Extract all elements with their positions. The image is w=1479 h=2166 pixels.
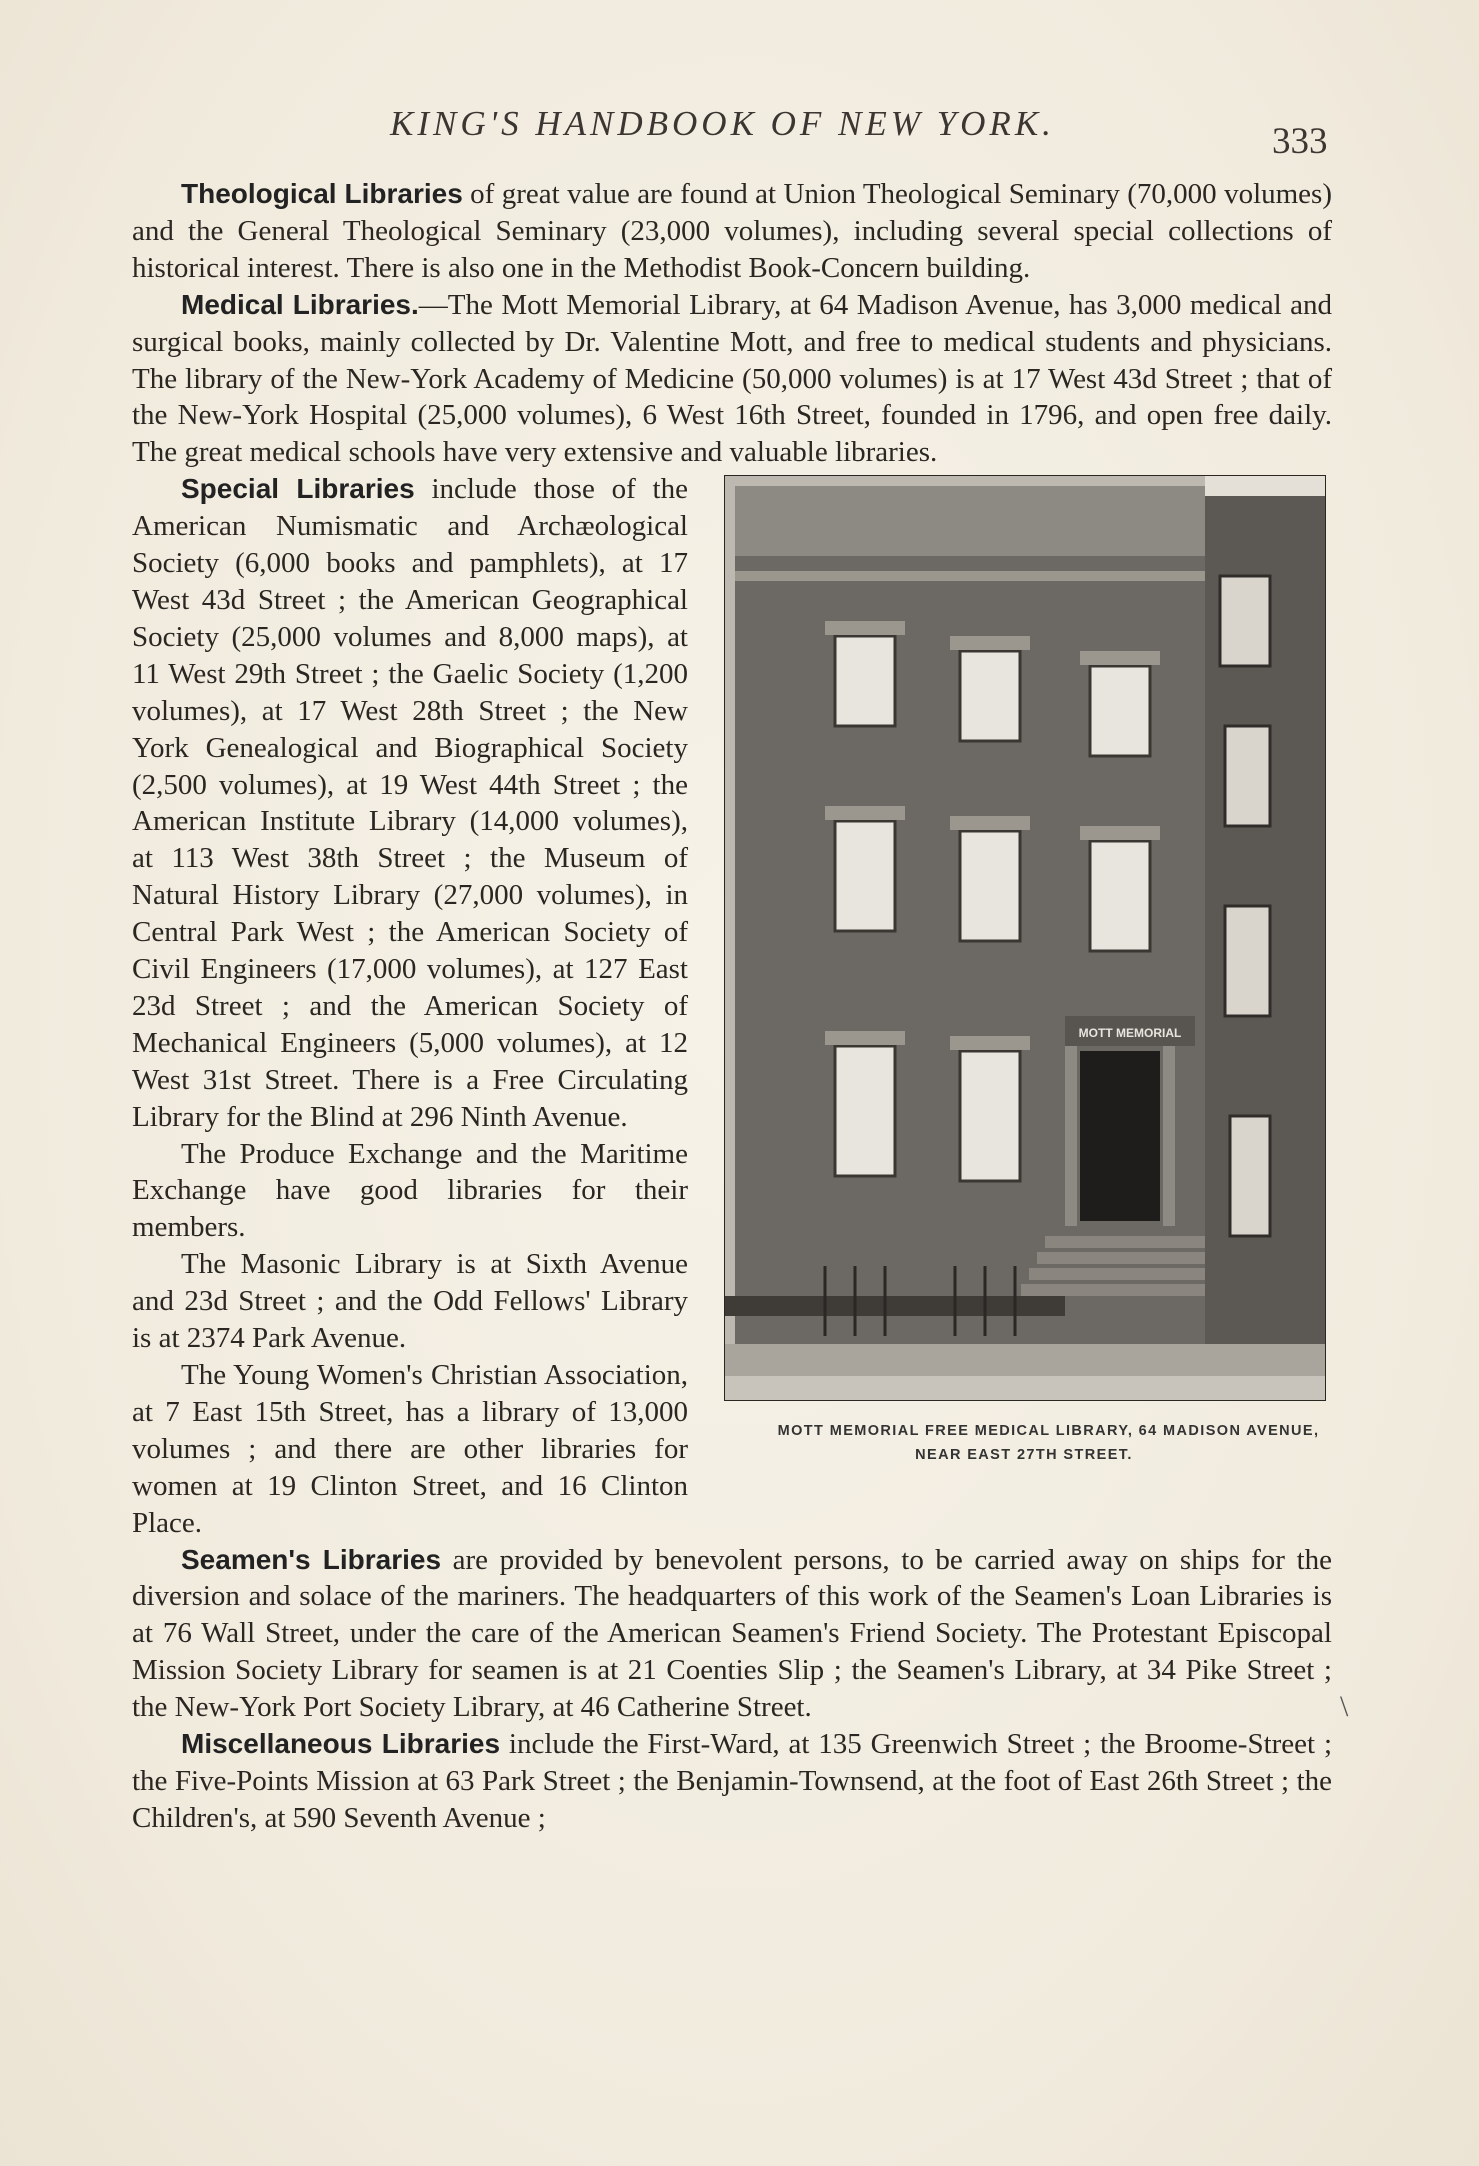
body-text bbox=[132, 176, 1332, 1837]
heading-miscellaneous: Miscellaneous Libraries bbox=[181, 1728, 501, 1760]
paragraph-text: include the First-Ward, at 135 Greenwich Street ; the Broome-Street ; the Five-Points Mission at 63 Park Street ; the Benjamin-Townsend, at the foot of East 26th Street ; the Children's, at 590 Seventh Avenue ; bbox=[132, 1728, 1333, 1834]
paragraph-medical bbox=[132, 287, 1332, 472]
heading-special: Special Libraries bbox=[181, 473, 415, 505]
figure-caption: MOTT MEMORIAL FREE MEDICAL LIBRARY, 64 MADISON AVENUE, NEAR EAST 27TH STREET. bbox=[777, 1423, 1320, 1464]
building-illustration bbox=[725, 476, 1325, 1400]
margin-mark: \ bbox=[1340, 1690, 1349, 1723]
paragraph-text: —The Mott Memorial Library, at 64 Madison Avenue, has 3,000 medical and surgical books, mainly collected by Dr. Valentine Mott, and free to medical students and physicians. The library of the New-York Academy of Medicine (50,000 volumes) is at 17 West 43d Street ; that of the New-York Hospital (25,000 volumes), 6 West 16th Street, founded in 1796, and open free daily. The great medical schools have very extensive and valuable libraries. bbox=[132, 288, 1332, 469]
paragraph-ywca: The Young Women's Christian Association, at 7 East 15th Street, has a library of 13,000 volumes ; and there are other libraries for women at 19 Clinton Street, and 16 Clinton Place. bbox=[132, 1359, 688, 1539]
paragraph-text: are provided by benevolent persons, to be carried away on ships for the diversion and solace of the mariners. The headquarters of this work of the Seamen's Loan Libraries is at 76 Wall Street, under the care of the American Seamen's Friend Society. The Protestant Episcopal Mission Society Library for seamen is at 21 Coenties Slip ; the Seamen's Library, at 34 Pike Street ; the New-York Port Society Library, at 46 Catherine Street. bbox=[132, 1543, 1332, 1724]
paragraph-exchanges: The Produce Exchange and the Maritime Exchange have good libraries for their members. bbox=[132, 1137, 688, 1244]
paragraph-theological bbox=[132, 176, 1332, 287]
door-sign-text: MOTT MEMORIAL bbox=[1078, 1026, 1182, 1041]
paragraph-miscellaneous bbox=[132, 1726, 1332, 1837]
paragraph-masonic: The Masonic Library is at Sixth Avenue and 23d Street ; and the Odd Fellows' Library is at 2374 Park Avenue. bbox=[132, 1248, 688, 1355]
page-number: 333 bbox=[1272, 121, 1328, 162]
building-photo bbox=[724, 475, 1326, 1401]
heading-theological: Theological Libraries bbox=[181, 178, 463, 209]
paragraph-text: include those of the American Numismatic and Archæological Society (6,000 books and pamphlets), at 17 West 43d Street ; the American Geographical Society (25,000 volumes and 8,000 maps), at 11 West 29th Street ; the Gaelic Society (1,200 volumes), at 17 West 28th Street ; the New York Genealogical and Biographical Society (2,500 volumes), at 19 West 44th Street ; the American Institute Library (14,000 volumes), at 113 West 38th Street ; the Museum of Natural History Library (27,000 volumes), in Central Park West ; the American Society of Civil Engineers (17,000 volumes), at 127 East 23d Street ; and the American Society of Mechanical Engineers (5,000 volumes), at 12 West 31st Street. There is a Free Circulating Library for the Blind at 296 Ninth Avenue. bbox=[132, 473, 688, 1133]
figure-block bbox=[716, 475, 1332, 1515]
heading-medical: Medical Libraries. bbox=[181, 288, 419, 320]
paragraph-seamen bbox=[132, 1542, 1332, 1727]
paragraph-text: of great value are found at Union Theological Seminary (70,000 volumes) and the General Theological Seminary (23,000 volumes), including several special collections of historical interest. There is also one in the Methodist Book-Concern building. bbox=[132, 178, 1332, 284]
heading-seamen: Seamen's Libraries bbox=[181, 1543, 442, 1575]
running-title: KING'S HANDBOOK OF NEW YORK. bbox=[390, 104, 1055, 143]
